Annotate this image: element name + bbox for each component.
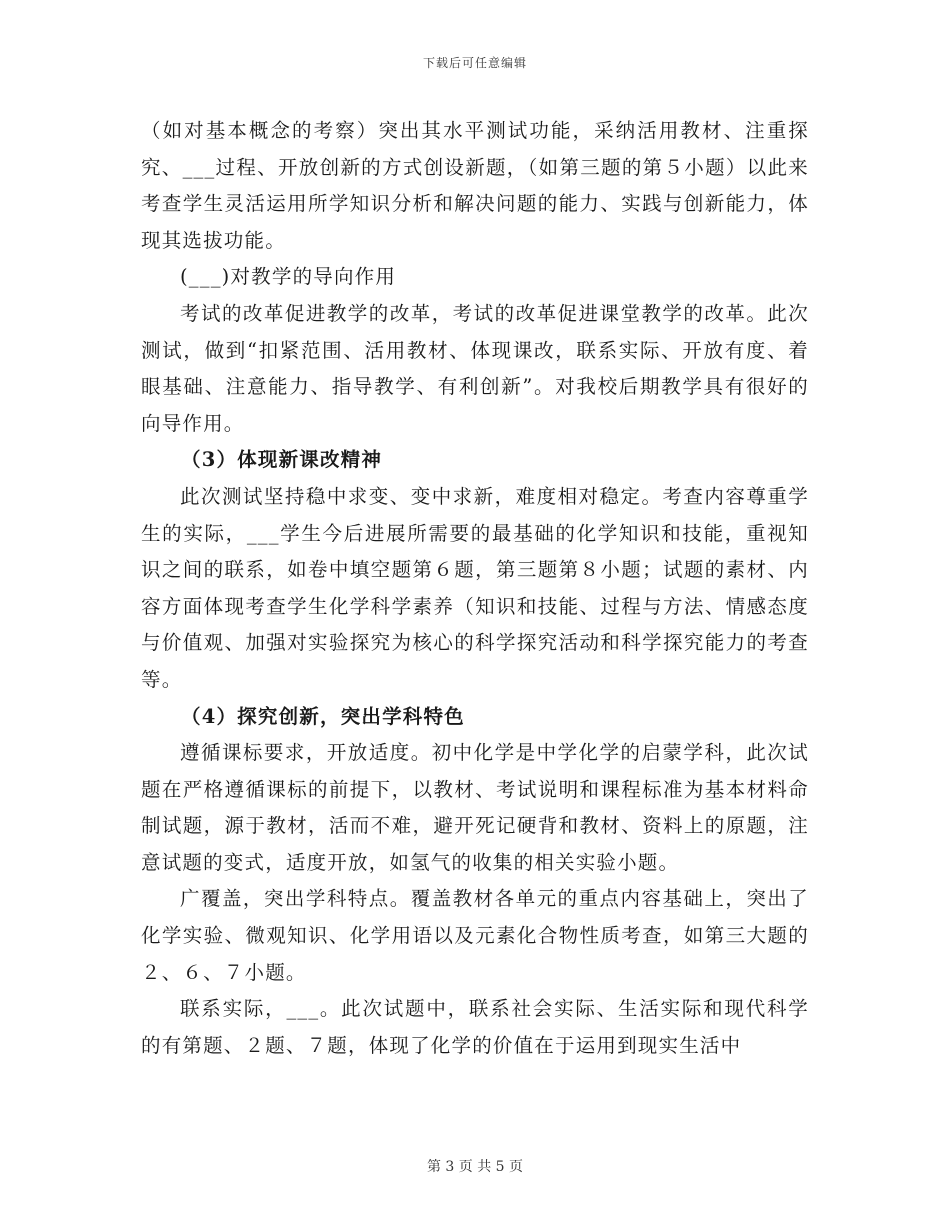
paragraph-7: 联系实际，___。此次试题中，联系社会实际、生活实际和现代科学的有第题、２题、７题，体现了化学的价值在于运用到现实生活中 — [141, 997, 809, 1057]
section-heading-3: （3）体现新课改精神 — [181, 448, 383, 472]
paragraph-5: 遵循课标要求，开放适度。初中化学是中学化学的启蒙学科，此次试题在严格遵循课标的前提下，以教材、考试说明和课程标准为基本材料命制试题，源于教材，活而不难，避开死记硬背和教材、资料上的原题，注意试题的变式，适度开放，如氢气的收集的相关实验小题。 — [141, 741, 809, 874]
paragraph-6: 广覆盖，突出学科特点。覆盖教材各单元的重点内容基础上，突出了化学实验、微观知识、化学用语以及元素化合物性质考查，如第三大题的２、６、７小题。 — [141, 887, 809, 984]
page-footer: 第 3 页 共 5 页 — [426, 1159, 524, 1175]
section-heading-4: （4）探究创新，突出学科特色 — [181, 704, 465, 728]
page-header: 下载后可任意编辑 — [422, 56, 527, 70]
paragraph-2: (___)对教学的导向作用 — [180, 265, 397, 289]
document-body — [141, 113, 809, 1064]
paragraph-1: （如对基本概念的考察）突出其水平测试功能，采纳活用教材、注重探究、___过程、开放创新的方式创设新题，（如第三题的第５小题）以此来考查学生灵活运用所学知识分析和解决问题的能力、实践与创新能力，体现其选拔功能。 — [141, 119, 809, 252]
paragraph-3: 考试的改革促进教学的改革，考试的改革促进课堂教学的改革。此次测试，做到“扣紧范围、活用教材、体现课改，联系实际、开放有度、着眼基础、注意能力、指导教学、有利创新”。对我校后期教学具有很好的向导作用。 — [141, 301, 809, 435]
paragraph-4: 此次测试坚持稳中求变、变中求新，难度相对稳定。考查内容尊重学生的实际，___学生今后进展所需要的最基础的化学知识和技能，重视知识之间的联系，如卷中填空题第６题，第三题第８小题；试题的素材、内容方面体现考查学生化学科学素养（知识和技能、过程与方法、情感态度与价值观、加强对实验探究为核心的科学探究活动和科学探究能力的考查等。 — [141, 484, 809, 691]
